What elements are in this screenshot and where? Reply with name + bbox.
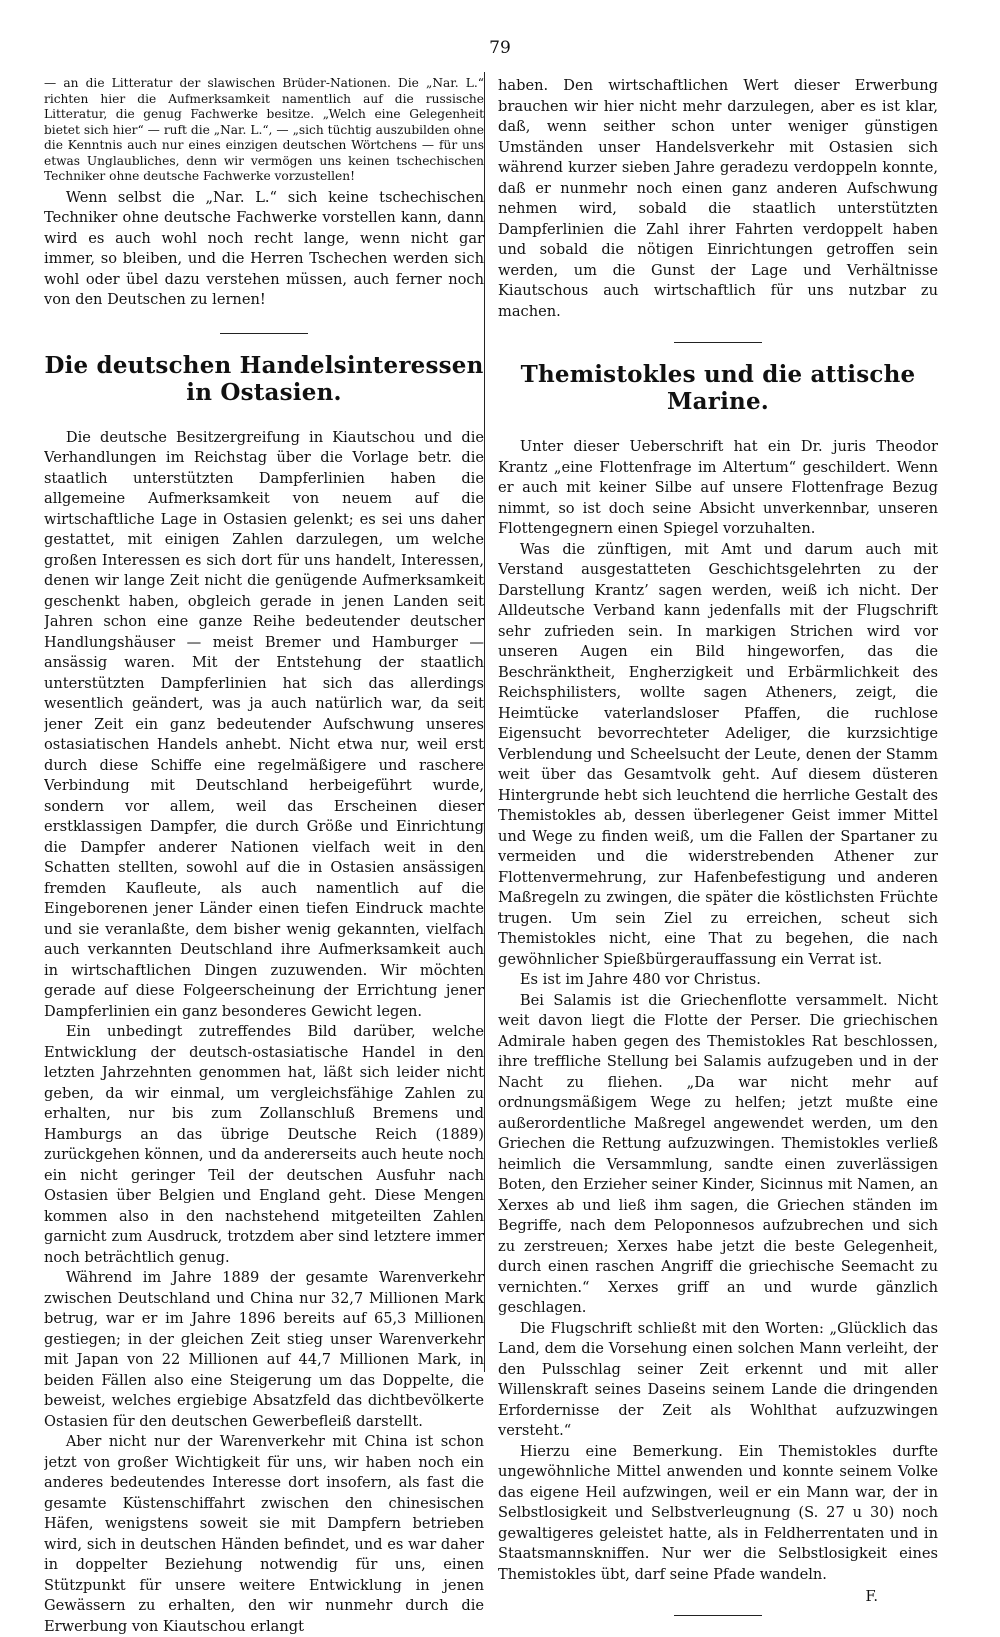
author-signature: F. [865,1588,878,1605]
article-paragraph: Was die zünftigen, mit Amt und darum auch mit Verstand ausgestatteten Geschichtsgelehrten zu der Darstellung Krantz’ sagen werden, weiß ich nicht. Der Alldeutsche Verband kann jedenfalls mit der Flugschrift sehr zufrieden sein. In markigen Strichen wird vor unseren Augen ein Bild hingeworfen, das die Beschränktheit, Engherzigkeit und Erbärmlichkeit des Reichsphilisters, wollte sagen Atheners, zeigt, die Heimtücke vaterlandsloser Pfaffen, die ruchlose Eigensucht bevorrechteter Adeliger, die kurzsichtige Verblendung und Scheelsucht der Leute, denen der Stamm weit über das Gesamtvolk geht. Auf diesem düsteren Hintergrunde hebt sich leuchtend die herrliche Gestalt des Themistokles ab, dessen überlegener Geist immer Mittel und Wege zu finden weiß, um die Fallen der Spartaner zu vermeiden und die widerstrebenden Athener zur Flottenvermehrung, zur Hafenbefestigung und anderen Maßregeln zu zwingen, die später die köstlichsten Früchte trugen. Um sein Ziel zu erreichen, scheut sich Themistokles nicht, eine That zu begehen, die nach gewöhnlicher Spießbürgerauffassung ein Verrat ist. [498,540,938,968]
article-paragraph: Aber nicht nur der Warenverkehr mit China ist schon jetzt von großer Wichtigkeit für uns, wir haben noch ein anderes bedeutendes Interesse dort insofern, als fast die gesamte Küstenschiffahrt zwischen den chinesischen Häfen, wenigstens soweit sie mit Dampfern betrieben wird, sich in deutschen Händen befindet, und es war daher in doppelter Beziehung notwendig für uns, einen Stützpunkt für unsere weitere Entwicklung in jenen Gewässern zu erhalten, den wir nunmehr durch die Erwerbung von Kiautschou erlangt [44,1433,484,1635]
intro-paragraph: Wenn selbst die „Nar. L.“ sich keine tschechischen Techniker ohne deutsche Fachwerke vorstellen kann, dann wird es auch wohl noch recht lange, wenn nicht gar immer, so bleiben, und die Herren Tschechen werden sich wohl oder übel dazu verstehen müssen, auch ferner noch von den Deutschen zu lernen! [44,188,484,308]
article-title-handel: Die deutschen Handelsinteressen in Ostasien. [44,351,484,406]
article-title-themistokles: Themistokles und die attische Marine. [520,361,916,415]
end-divider [674,1615,762,1616]
right-column [498,76,938,1630]
article-paragraph: Ein unbedingt zutreffendes Bild darüber, welche Entwicklung der deutsch-ostasiatische Handel in den letzten Jahrzehnten genommen hat, läßt sich leider nicht geben, da wir einmal, um vergleichsfähige Zahlen zu erhalten, nur bis zum Zollanschluß Bremens und Hamburgs an das übrige Deutsche Reich (1889) zurückgehen können, und da andererseits auch heute noch ein nicht geringer Teil der deutschen Ausfuhr nach Ostasien über Belgien und England geht. Diese Mengen kommen also in den nachstehend mitgeteilten Zahlen garnicht zum Ausdruck, trotzdem aber sind letztere immer noch beträchtlich genug. [44,1023,484,1266]
article-paragraph: Die deutsche Besitzergreifung in Kiautschou und die Verhandlungen im Reichstag über die Vorlage betr. die staatlich unterstützten Dampferlinien haben die allgemeine Aufmerksamkeit von neuem auf die wirtschaftliche Lage in Ostasien gelenkt; es sei uns daher gestattet, mit einigen Zahlen darzulegen, um welche großen Interessen es sich dort für uns handelt, Interessen, denen wir lange Zeit nicht die genügende Aufmerksamkeit geschenkt haben, obgleich gerade in jenen Landen seit Jahren schon eine ganze Reihe bedeutender deutscher Handlungshäuser — meist Bremer und Hamburger — ansässig waren. Mit der Entstehung der staatlich unterstützten Dampferlinien hat sich das allerdings wesentlich geändert, was ja auch natürlich war, da seit jener Zeit ein ganz bedeutender Aufschwung unseres ostasiatischen Handels anhebt. Nicht etwa nur, weil erst durch diese Schiffe eine regelmäßigere und raschere Verbindung mit Deutschland herbeigeführt wurde, sondern vor allem, weil das Erscheinen dieser erstklassigen Dampfer, die durch Größe und Einrichtung die Dampfer anderer Nationen vielfach weit in den Schatten stellten, sowohl auf die in Ostasien ansässigen fremden Kaufleute, als auch namentlich auf die Eingeborenen jener Länder einen tiefen Eindruck machte und sie veranlaßte, dem bisher wenig gekannten, vielfach auch verkannten Deutschland ihre Aufmerksamkeit auch in wirtschaftlichen Dingen zuzuwenden. Wir möchten gerade auf diese Folgeerscheinung der Errichtung jener Dampferlinien ein ganz besonderes Gewicht legen. [44,428,484,1020]
article-paragraph: Bei Salamis ist die Griechenflotte versammelt. Nicht weit davon liegt die Flotte der Perser. Die griechischen Admirale haben gegen des Themistokles Rat beschlossen, ihre treffliche Stellung bei Salamis aufzugeben und in der Nacht zu fliehen. „Da war nicht mehr auf ordnungsmäßigem Wege zu helfen; jetzt mußte eine außerordentliche Maßregel angewendet werden, um den Griechen die Rettung aufzuzwingen. Themistokles verließ heimlich die Versammlung, sandte einen zuverlässigen Boten, den Erzieher seiner Kinder, Sicinnus mit Namen, an Xerxes ab und ließ ihm sagen, die Griechen ständen im Begriffe, nach dem Peloponnesos aufzubrechen und sich zu zerstreuen; Xerxes habe jetzt die beste Gelegenheit, durch einen raschen Angriff die griechische Seemacht zu vernichten.“ Xerxes griff an und wurde gänzlich geschlagen. [498,991,938,1316]
article-paragraph: Hierzu eine Bemerkung. Ein Themistokles durfte ungewöhnliche Mittel anwenden und konnte seinem Volke das eigene Heil aufzwingen, weil er ein Mann war, der in Selbstlosigkeit und Selbstverleugnung (S. 27 u 30) noch gewaltigeres geleistet hatte, als in Feldherrentaten und in Staatsmannskniffen. Nur wer die Selbstlosigkeit eines Themistokles übt, darf seine Pfade wandeln. [498,1442,938,1583]
continuation-paragraph: haben. Den wirtschaftlichen Wert dieser Erwerbung brauchen wir hier nicht mehr darzulegen, aber es ist klar, daß, wenn seither schon unter weniger günstigen Umständen unser Handelsverkehr mit Ostasien sich während kurzer sieben Jahre geradezu verdoppeln konnte, daß er nunmehr noch einen ganz anderen Aufschwung nehmen wird, sobald die staatlich unterstützten Dampferlinien die Zahl ihrer Fahrten verdoppelt haben und sobald die nötigen Einrichtungen getroffen sein werden, um die Gunst der Lage und Verhältnisse Kiautschous auch wirtschaftlich für uns nutzbar zu machen. [498,77,938,320]
article-paragraph: Es ist im Jahre 480 vor Christus. [519,971,761,988]
left-column [44,76,484,1637]
section-divider [674,342,762,343]
page-number: 79 [489,38,511,58]
intro-quote: — an die Litteratur der slawischen Brüder-Nationen. Die „Nar. L.“ richten hier die Aufmerksamkeit namentlich auf die russische Litteratur, die genug Fachwerke besitze. „Welch eine Gelegenheit bietet sich hier“ — ruft die „Nar. L.“, — „sich tüchtig auszubilden ohne die Kenntnis auch nur eines einzigen deutschen Wörtchens — für uns etwas Unglaubliches, denn wir vermögen uns keinen tschechischen Techniker ohne deutsche Fachwerke vorzustellen! [44,76,484,183]
column-rule [484,72,485,1372]
article-paragraph: Unter dieser Ueberschrift hat ein Dr. juris Theodor Krantz „eine Flottenfrage im Altertum“ geschildert. Wenn er auch mit keiner Silbe auf unsere Flottenfrage Bezug nimmt, so ist doch seine Absicht unverkennbar, unseren Flottengegnern einen Spiegel vorzuhalten. [498,438,938,537]
article-paragraph: Während im Jahre 1889 der gesamte Warenverkehr zwischen Deutschland und China nur 32,7 Millionen Mark betrug, war er im Jahre 1896 bereits auf 65,3 Millionen gestiegen; in der gleichen Zeit stieg unser Warenverkehr mit Japan von 22 Millionen auf 44,7 Millionen Mark, in beiden Fällen also eine Steigerung um das Doppelte, die beweist, welches ergiebige Absatzfeld das dichtbevölkerte Ostasien für den deutschen Gewerbefleiß darstellt. [44,1269,484,1430]
article-paragraph: Die Flugschrift schließt mit den Worten: „Glücklich das Land, dem die Vorsehung einen solchen Mann verleiht, der den Pulsschlag seiner Zeit erkennt und mit aller Willenskraft seines Daseins seinem Lande die dringenden Erfordernisse der Zeit als Wohlthat aufzuzwingen versteht.“ [498,1319,938,1439]
section-divider [220,333,308,334]
